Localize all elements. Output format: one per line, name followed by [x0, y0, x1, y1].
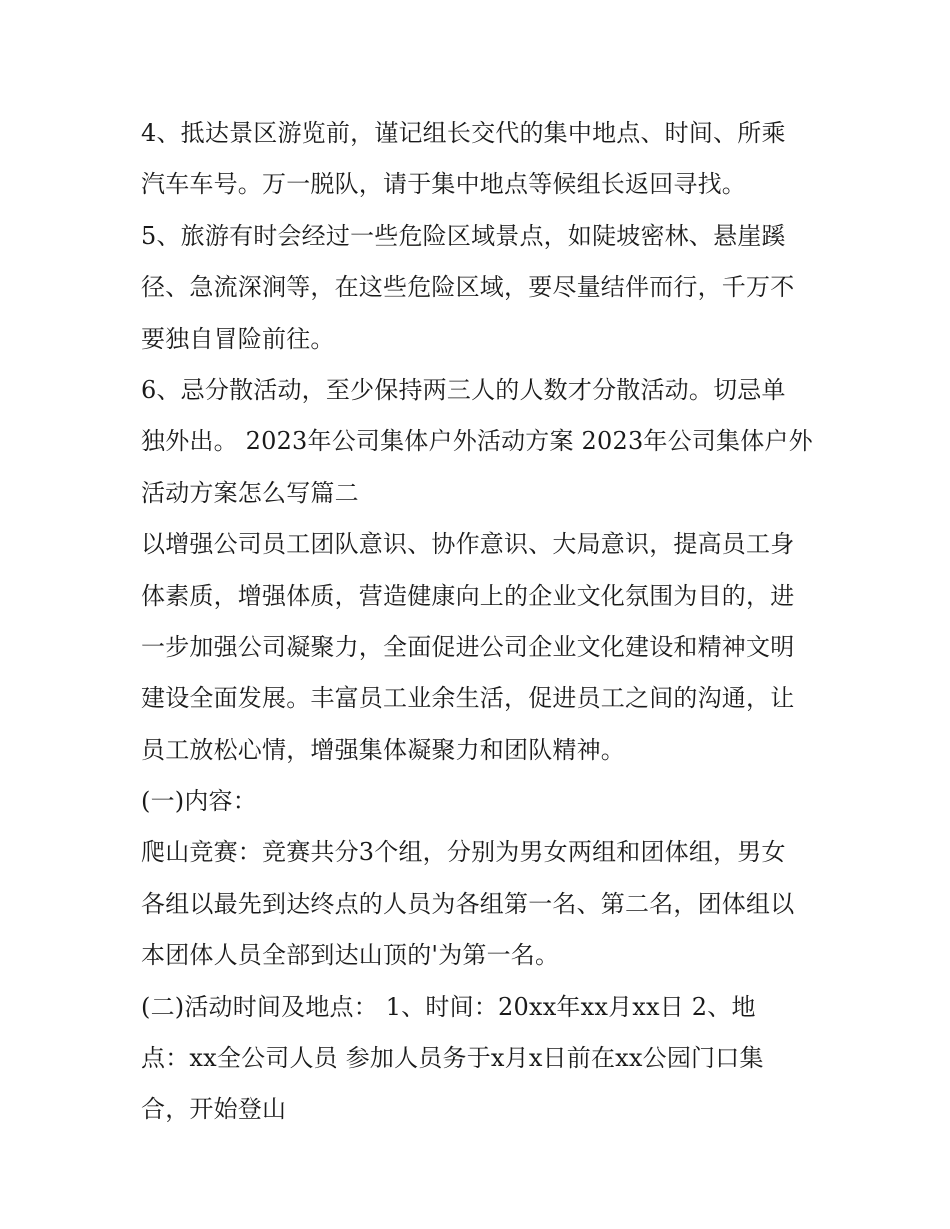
text-line: 要独自冒险前往。 [141, 324, 335, 353]
text-line: 4、抵达景区游览前，谨记组长交代的集中地点、时间、所乘 [141, 119, 786, 147]
text-line: 汽车车号。万一脱队，请于集中地点等候组长返回寻找。 [141, 170, 746, 199]
text-line: 径、急流深涧等，在这些危险区域，要尽量结伴而行，千万不 [141, 273, 795, 302]
text-line: 独外出。 2023年公司集体户外活动方案 2023年公司集体户外 [141, 427, 813, 456]
text-line: 6、忌分散活动，至少保持两三人的人数才分散活动。切忌单 [141, 375, 786, 404]
text-line: 员工放松心情，增强集体凝聚力和团队精神。 [141, 735, 625, 764]
document-body [141, 108, 813, 1136]
text-line: 合，开始登山 [141, 1095, 287, 1124]
text-line: 各组以最先到达终点的人员为各组第一名、第二名，团体组以 [141, 889, 795, 918]
text-line: 5、旅游有时会经过一些危险区域景点，如陡坡密林、悬崖蹊 [141, 221, 786, 250]
text-line: 以增强公司员工团队意识、协作意识、大局意识，提高员工身 [141, 530, 795, 559]
section-heading: (一)内容： [141, 787, 257, 816]
text-line: 爬山竞赛：竞赛共分3个组，分别为男女两组和团体组，男女 [141, 838, 786, 867]
text-line: 建设全面发展。丰富员工业余生活，促进员工之间的沟通，让 [141, 684, 795, 713]
text-line: 体素质，增强体质，营造健康向上的企业文化氛围为目的，进 [141, 581, 795, 610]
text-line: (二)活动时间及地点： 1、时间：20xx年xx月xx日 2、地 [141, 992, 756, 1021]
text-line: 一步加强公司凝聚力，全面促进公司企业文化建设和精神文明 [141, 632, 795, 661]
text-line: 活动方案怎么写篇二 [141, 478, 359, 507]
text-line: 点：xx全公司人员 参加人员务于x月x日前在xx公园门口集 [141, 1044, 764, 1073]
text-line: 本团体人员全部到达山顶的'为第一名。 [141, 941, 560, 970]
